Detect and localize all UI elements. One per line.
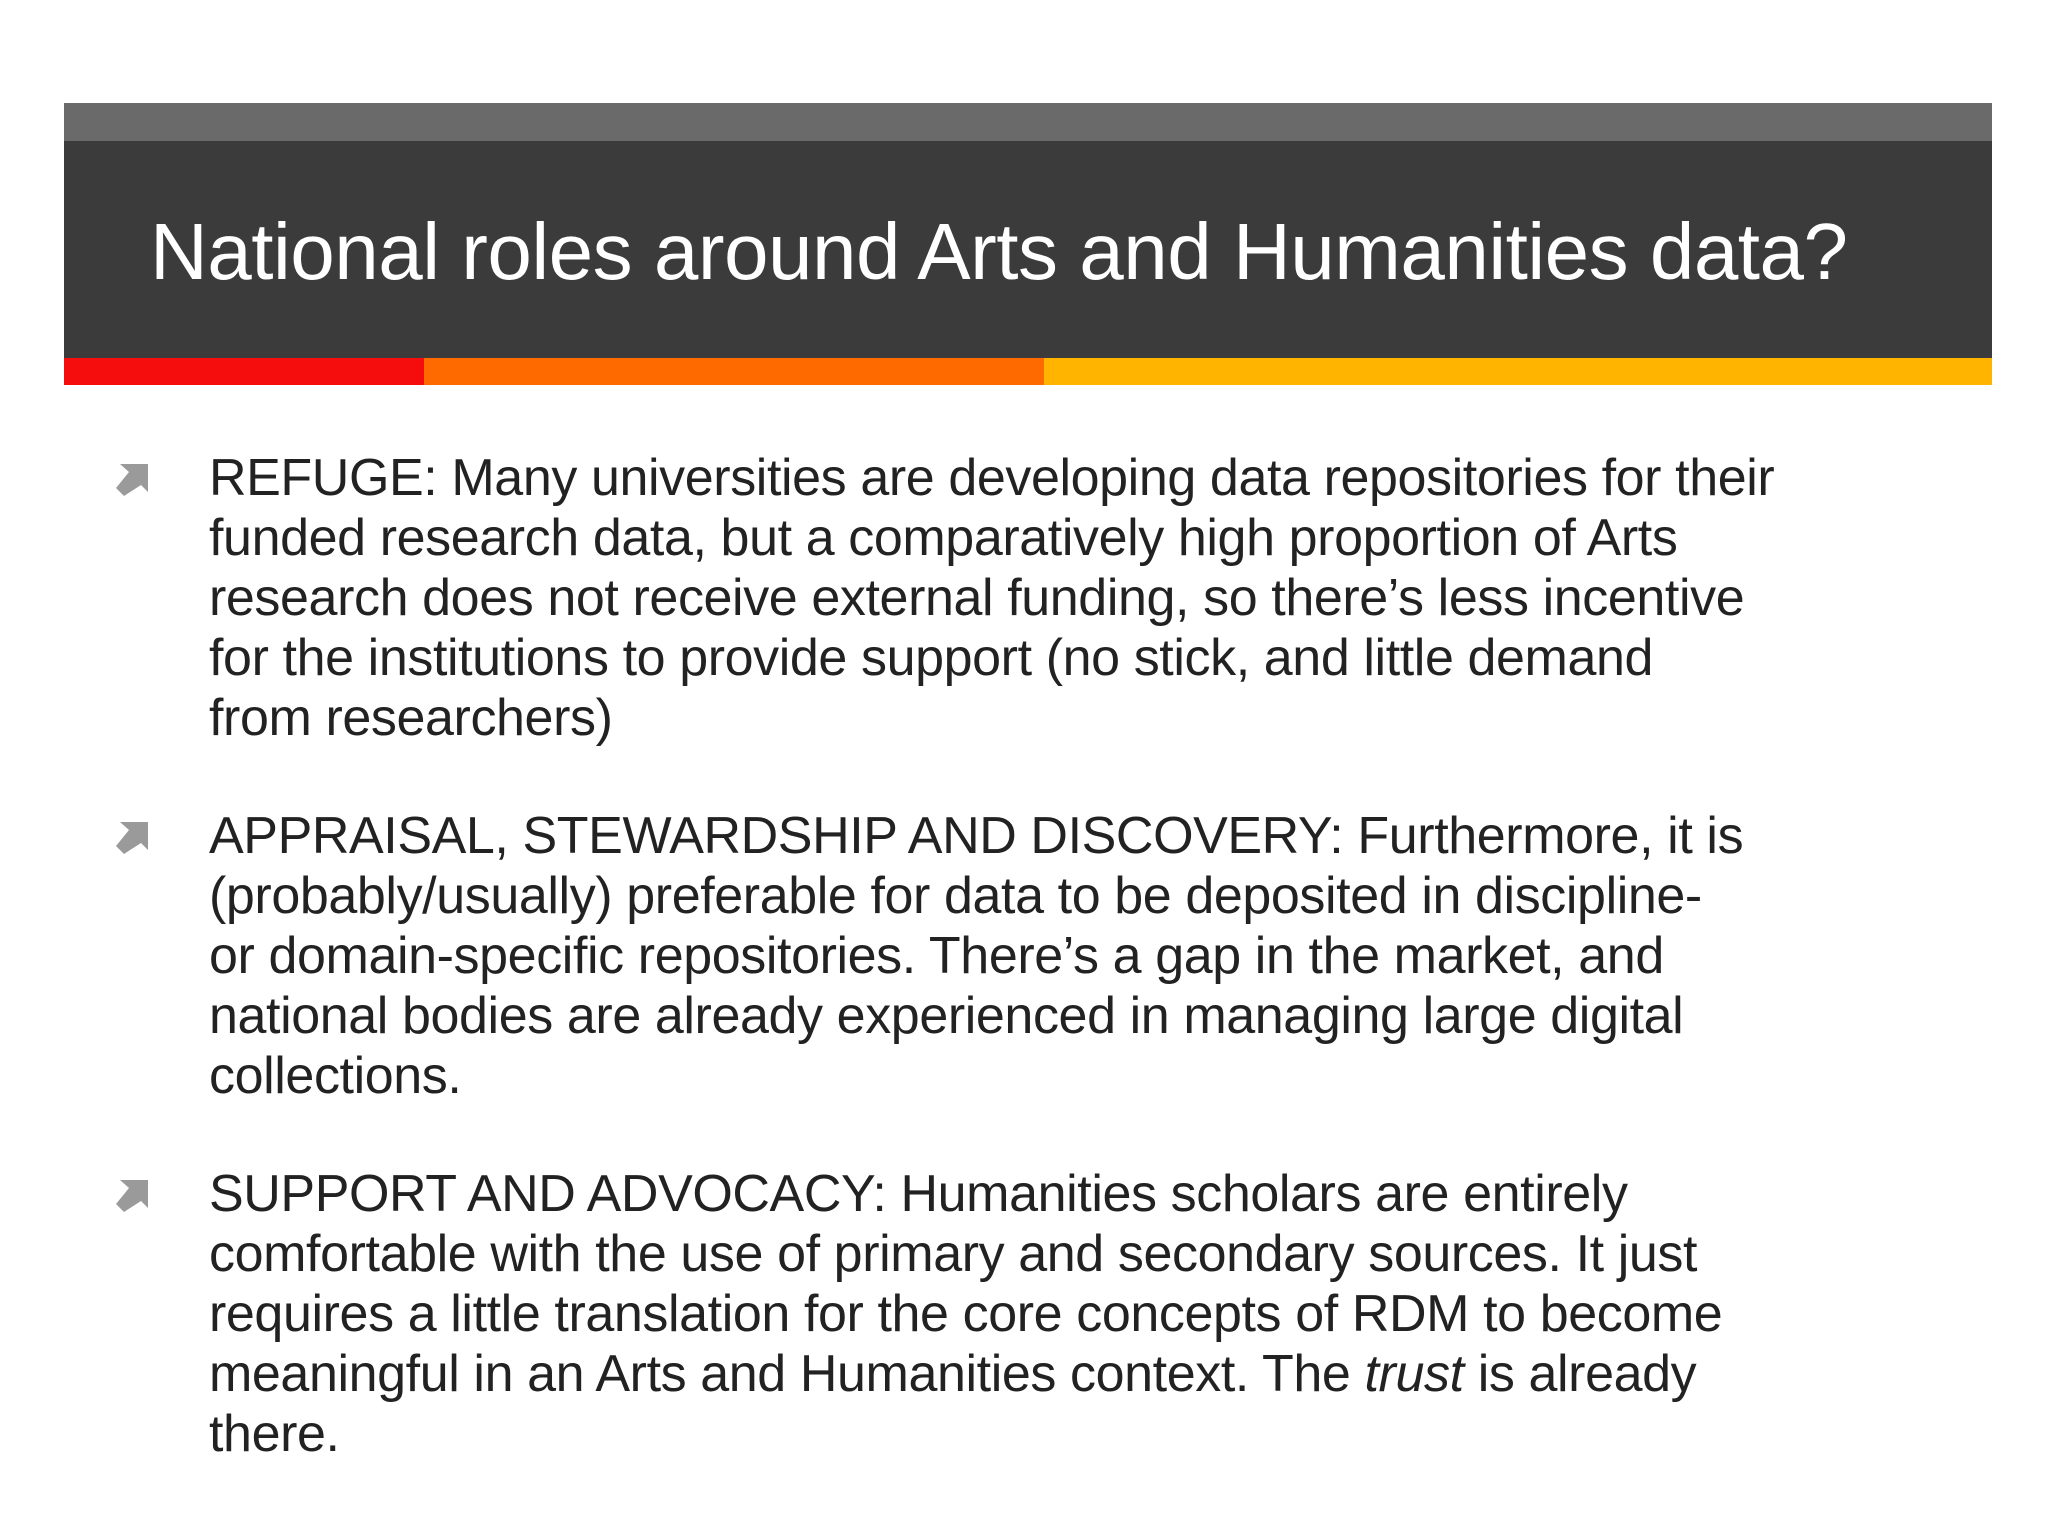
bullet-line: collections. bbox=[209, 1047, 462, 1105]
bullet-list bbox=[0, 448, 2048, 1522]
bullet-line: from researchers) bbox=[209, 689, 613, 747]
bullet-line: comfortable with the use of primary and secondary sources. It just bbox=[209, 1225, 1698, 1283]
slide-title: National roles around Arts and Humanities data? bbox=[150, 207, 1848, 296]
bullet-line: SUPPORT AND ADVOCACY: Humanities scholars are entirely bbox=[209, 1165, 1628, 1223]
title-top-strip bbox=[64, 103, 1992, 141]
bullet-text-segment: is already bbox=[1463, 1345, 1697, 1403]
bullet-line bbox=[209, 1344, 2009, 1404]
bullet-line: for the institutions to provide support (no stick, and little demand bbox=[209, 629, 1654, 687]
bullet-line: or domain-specific repositories. There’s a gap in the market, and bbox=[209, 927, 1664, 985]
emphasis-trust: trust bbox=[1364, 1345, 1464, 1403]
accent-bar bbox=[64, 358, 1992, 385]
arrow-up-right-icon bbox=[110, 1172, 154, 1216]
bullet-text-segment: meaningful in an Arts and Humanities context. The bbox=[209, 1345, 1365, 1403]
bullet-text bbox=[209, 1164, 2009, 1464]
accent-segment-orange bbox=[424, 358, 1044, 385]
bullet-line: APPRAISAL, STEWARDSHIP AND DISCOVERY: Furthermore, it is bbox=[209, 807, 1744, 865]
bullet-line: (probably/usually) preferable for data to be deposited in discipline- bbox=[209, 867, 1702, 925]
bullet-refuge bbox=[0, 448, 2048, 748]
arrow-up-right-icon bbox=[110, 456, 154, 500]
bullet-line: requires a little translation for the core concepts of RDM to become bbox=[209, 1285, 1723, 1343]
bullet-line: there. bbox=[209, 1405, 340, 1463]
bullet-appraisal bbox=[0, 806, 2048, 1106]
title-block bbox=[64, 141, 1992, 360]
accent-segment-red bbox=[64, 358, 424, 385]
bullet-support bbox=[0, 1164, 2048, 1464]
bullet-line: funded research data, but a comparatively high proportion of Arts bbox=[209, 509, 1678, 567]
bullet-text bbox=[209, 806, 2009, 1106]
accent-segment-yellow bbox=[1044, 358, 1992, 385]
title-band bbox=[64, 103, 1992, 385]
bullet-line: national bodies are already experienced in managing large digital bbox=[209, 987, 1684, 1045]
bullet-text bbox=[209, 448, 2009, 748]
arrow-up-right-icon bbox=[110, 814, 154, 858]
bullet-line: research does not receive external funding, so there’s less incentive bbox=[209, 569, 1745, 627]
bullet-line: REFUGE: Many universities are developing data repositories for their bbox=[209, 449, 1775, 507]
